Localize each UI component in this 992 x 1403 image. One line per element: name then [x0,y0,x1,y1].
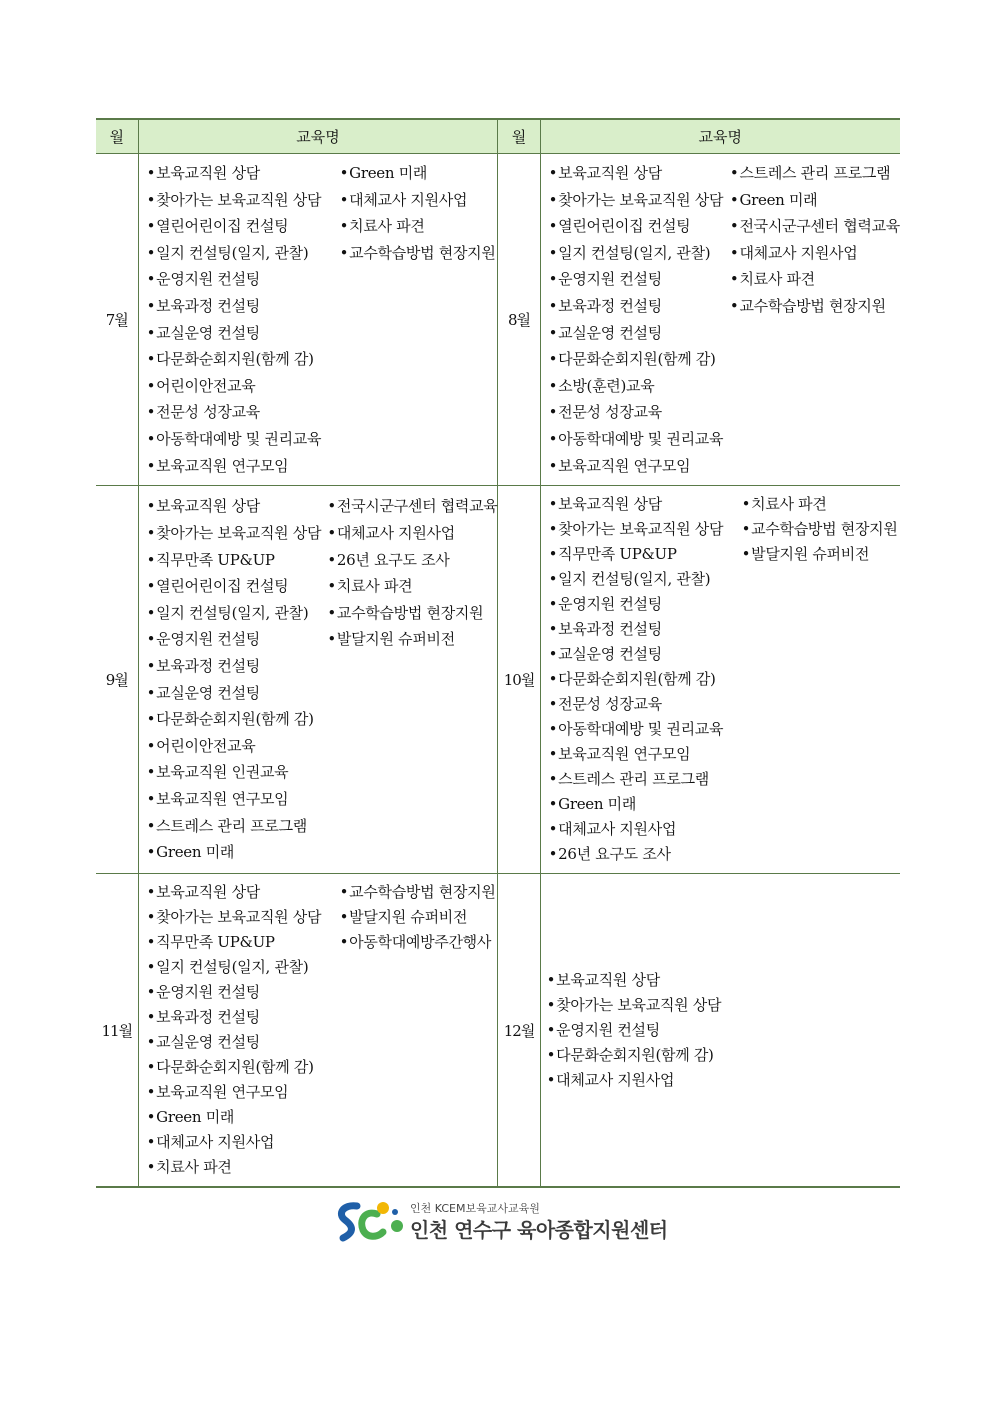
course-item: • 교실운영 컨설팅 [147,680,328,707]
course-item: • 보육교직원 연구모임 [549,742,742,767]
course-item: • 일지 컨설팅(일지, 관찰) [549,240,730,267]
course-list [340,160,498,479]
course-item: • 찾아가는 보육교직원 상담 [147,187,340,214]
course-header: 교육명 [540,119,900,154]
course-item: • 전국시군구센터 협력교육 [730,213,900,240]
course-item: • 대체교사 지원사업 [730,240,900,267]
schedule-table [96,118,900,1188]
course-item: • 치료사 파견 [147,1155,340,1180]
course-item: • 치료사 파견 [742,492,900,517]
course-item: • 전문성 성장교육 [549,692,742,717]
course-list [549,492,742,867]
course-cell [138,874,498,1188]
course-item: • 스트레스 관리 프로그램 [730,160,900,187]
course-item: • 일지 컨설팅(일지, 관찰) [147,955,340,980]
course-item: • 보육교직원 상담 [547,968,740,993]
course-item: • 보육과정 컨설팅 [147,293,340,320]
course-item: • 보육교직원 상담 [147,160,340,187]
table-row [96,486,900,874]
course-item: • 발달지원 슈퍼비전 [742,542,900,567]
course-item: • 다문화순회지원(함께 감) [147,346,340,373]
course-item: • 운영지원 컨설팅 [147,980,340,1005]
course-item: • 열린어린이집 컨설팅 [147,213,340,240]
course-item: • 아동학대예방주간행사 [340,930,498,955]
course-item: • 운영지원 컨설팅 [147,266,340,293]
course-item: • 다문화순회지원(함께 감) [549,667,742,692]
course-item: • 직무만족 UP&UP [147,930,340,955]
course-item: • 운영지원 컨설팅 [147,626,328,653]
course-item: • 전문성 성장교육 [549,399,730,426]
course-item: • 보육교직원 상담 [549,160,730,187]
course-item: • 일지 컨설팅(일지, 관찰) [549,567,742,592]
month-cell: 12월 [498,874,540,1188]
course-item: • 교실운영 컨설팅 [549,320,730,347]
course-item: • Green 미래 [549,792,742,817]
course-item: • 다문화순회지원(함께 감) [147,706,328,733]
course-item: • 일지 컨설팅(일지, 관찰) [147,240,340,267]
course-item: • 교수학습방법 현장지원 [742,517,900,542]
course-list [740,968,900,1093]
course-item: • 찾아가는 보육교직원 상담 [549,187,730,214]
course-cell [138,486,498,874]
course-list [327,493,497,865]
course-item: • 아동학대예방 및 권리교육 [549,717,742,742]
course-item: • 어린이안전교육 [147,733,328,760]
course-item: • 보육과정 컨설팅 [147,653,328,680]
course-item: • 스트레스 관리 프로그램 [549,767,742,792]
center-name: 인천 연수구 육아종합지원센터 [410,1218,668,1242]
course-item: • 대체교사 지원사업 [327,520,497,547]
course-item: • 전문성 성장교육 [147,399,340,426]
center-logo [333,1198,673,1244]
course-item: • 보육교직원 연구모임 [147,786,328,813]
table-row [96,154,900,486]
course-item: • 열린어린이집 컨설팅 [147,573,328,600]
course-item: • 치료사 파견 [730,266,900,293]
course-item: • 교수학습방법 현장지원 [340,240,498,267]
course-item: • 교실운영 컨설팅 [147,320,340,347]
course-item: • 대체교사 지원사업 [547,1068,740,1093]
course-item: • 치료사 파견 [340,213,498,240]
course-item: • Green 미래 [730,187,900,214]
course-item: • 찾아가는 보육교직원 상담 [147,520,328,547]
month-cell: 11월 [96,874,138,1188]
course-item: • 찾아가는 보육교직원 상담 [547,993,740,1018]
center-logo-icon [333,1198,407,1244]
course-cell [540,486,900,874]
course-item: • 전국시군구센터 협력교육 [327,493,497,520]
course-list [549,160,730,479]
course-item: • 교수학습방법 현장지원 [730,293,900,320]
course-item: • 열린어린이집 컨설팅 [549,213,730,240]
course-list [147,493,328,865]
course-list [147,880,340,1180]
month-cell: 9월 [96,486,138,874]
course-item: • 운영지원 컨설팅 [549,592,742,617]
course-item: • 다문화순회지원(함께 감) [147,1055,340,1080]
course-item: • 보육교직원 인권교육 [147,759,328,786]
course-item: • 보육교직원 연구모임 [147,1080,340,1105]
course-item: • 일지 컨설팅(일지, 관찰) [147,600,328,627]
month-cell: 10월 [498,486,540,874]
course-item: • 운영지원 컨설팅 [547,1018,740,1043]
course-item: • 발달지원 슈퍼비전 [340,905,498,930]
course-item: • 찾아가는 보육교직원 상담 [549,517,742,542]
month-header: 월 [96,119,138,154]
table-header-row [96,119,900,154]
course-list [742,492,900,867]
course-item: • 대체교사 지원사업 [340,187,498,214]
course-item: • 스트레스 관리 프로그램 [147,813,328,840]
course-item: • 보육교직원 연구모임 [147,453,340,480]
course-list [340,880,498,1180]
course-item: • 아동학대예방 및 권리교육 [147,426,340,453]
course-item: • 직무만족 UP&UP [549,542,742,567]
course-item: • 보육과정 컨설팅 [147,1005,340,1030]
org-name: 인천 KCEM보육교사교육원 [410,1202,540,1215]
month-cell: 7월 [96,154,138,486]
course-cell [540,154,900,486]
course-item: • 다문화순회지원(함께 감) [547,1043,740,1068]
course-item: • 발달지원 슈퍼비전 [327,626,497,653]
course-item: • Green 미래 [147,1105,340,1130]
course-list [547,968,740,1093]
course-item: • 보육교직원 상담 [147,493,328,520]
course-item: • 어린이안전교육 [147,373,340,400]
course-item: • Green 미래 [147,839,328,866]
table-row [96,874,900,1188]
course-item: • 보육교직원 상담 [147,880,340,905]
course-cell [138,154,498,486]
course-item: • Green 미래 [340,160,498,187]
course-item: • 대체교사 지원사업 [549,817,742,842]
month-header: 월 [498,119,540,154]
course-item: • 26년 요구도 조사 [549,842,742,867]
course-item: • 치료사 파견 [327,573,497,600]
course-header: 교육명 [138,119,498,154]
course-item: • 다문화순회지원(함께 감) [549,346,730,373]
month-cell: 8월 [498,154,540,486]
course-cell [540,874,900,1188]
course-item: • 보육교직원 상담 [549,492,742,517]
course-item: • 교실운영 컨설팅 [549,642,742,667]
course-item: • 교수학습방법 현장지원 [327,600,497,627]
course-item: • 아동학대예방 및 권리교육 [549,426,730,453]
course-item: • 대체교사 지원사업 [147,1130,340,1155]
course-item: • 소방(훈련)교육 [549,373,730,400]
course-list [730,160,900,479]
course-item: • 운영지원 컨설팅 [549,266,730,293]
course-item: • 교실운영 컨설팅 [147,1030,340,1055]
course-item: • 찾아가는 보육교직원 상담 [147,905,340,930]
course-item: • 교수학습방법 현장지원 [340,880,498,905]
course-item: • 보육과정 컨설팅 [549,293,730,320]
course-item: • 26년 요구도 조사 [327,547,497,574]
course-item: • 직무만족 UP&UP [147,547,328,574]
course-item: • 보육과정 컨설팅 [549,617,742,642]
course-list [147,160,340,479]
course-item: • 보육교직원 연구모임 [549,453,730,480]
